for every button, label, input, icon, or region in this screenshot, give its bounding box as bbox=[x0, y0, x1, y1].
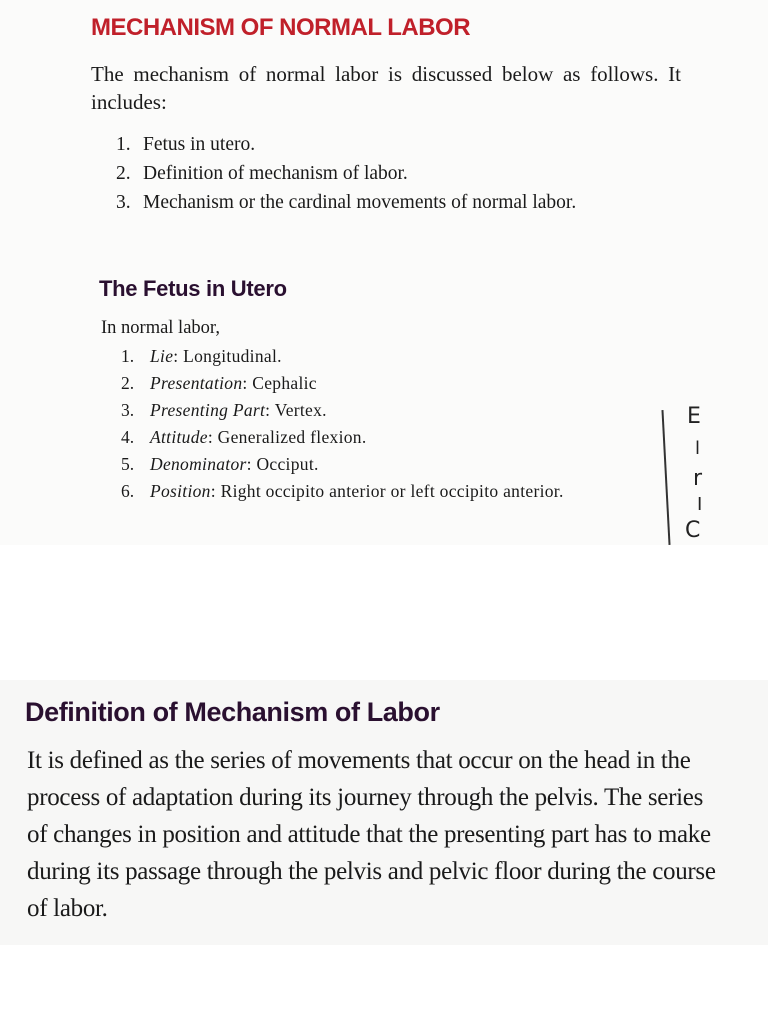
section-heading-mechanism: MECHANISM OF NORMAL LABOR bbox=[91, 14, 471, 41]
section-heading-fetus-in-utero: The Fetus in Utero bbox=[99, 276, 287, 301]
list-number: 3. bbox=[121, 400, 135, 420]
list-number: 2. bbox=[116, 163, 131, 184]
list-item bbox=[121, 397, 661, 424]
definition-paragraph: It is defined as the series of movements that occur on the head in the process of adaptation during its journey through the pelvis. The series of changes in position and attitude that the presenting part has to make during its passage through the pelvis and pelvic floor during the course of labor. bbox=[27, 747, 716, 922]
list-number: 2. bbox=[121, 373, 135, 393]
attribute-term: Lie bbox=[150, 346, 174, 366]
list-item bbox=[121, 478, 661, 505]
list-item bbox=[116, 188, 674, 217]
list-number: 6. bbox=[121, 481, 135, 501]
handwritten-margin-note bbox=[665, 400, 715, 545]
margin-bracket-line bbox=[661, 410, 670, 545]
margin-letter: C bbox=[685, 518, 701, 543]
includes-list bbox=[116, 130, 674, 217]
list-text: Presenting Part: Vertex. bbox=[150, 400, 327, 420]
margin-letter: l bbox=[695, 438, 701, 459]
section-heading-definition: Definition of Mechanism of Labor bbox=[25, 697, 440, 727]
list-text: Definition of mechanism of labor. bbox=[143, 163, 408, 184]
margin-letter: r bbox=[693, 466, 703, 491]
list-text: Lie: Longitudinal. bbox=[150, 346, 282, 366]
list-item bbox=[121, 343, 661, 370]
list-item bbox=[121, 370, 661, 397]
fetus-attributes-list bbox=[121, 343, 661, 505]
list-text: Denominator: Occiput. bbox=[150, 454, 319, 474]
attribute-value: Occiput. bbox=[251, 454, 319, 474]
list-item bbox=[121, 424, 661, 451]
list-number: 4. bbox=[121, 427, 135, 447]
list-number: 1. bbox=[121, 346, 135, 366]
list-text: Fetus in utero. bbox=[143, 134, 256, 155]
list-text: Position: Right occipito anterior or left occipito anterior. bbox=[150, 481, 564, 501]
margin-letter: E bbox=[687, 404, 701, 429]
list-item bbox=[116, 159, 674, 188]
fetus-lead-text: In normal labor, bbox=[101, 318, 220, 338]
margin-letter: I bbox=[697, 494, 703, 515]
attribute-value: Generalized flexion. bbox=[212, 427, 367, 447]
list-number: 1. bbox=[116, 134, 131, 155]
attribute-value: Vertex. bbox=[270, 400, 327, 420]
attribute-value: Longitudinal. bbox=[178, 346, 282, 366]
list-number: 5. bbox=[121, 454, 135, 474]
list-text: Presentation: Cephalic bbox=[150, 373, 317, 393]
list-number: 3. bbox=[116, 192, 131, 213]
attribute-term: Denominator bbox=[150, 454, 247, 474]
intro-paragraph: The mechanism of normal labor is discussed below as follows. It includes: bbox=[91, 62, 681, 114]
attribute-value: Cephalic bbox=[247, 373, 317, 393]
attribute-term: Presentation bbox=[150, 373, 243, 393]
attribute-term: Presenting Part bbox=[150, 400, 266, 420]
attribute-value: Right occipito anterior or left occipito anterior. bbox=[215, 481, 564, 501]
list-text: Mechanism or the cardinal movements of normal labor. bbox=[143, 192, 577, 213]
list-item bbox=[121, 451, 661, 478]
attribute-term: Attitude bbox=[150, 427, 208, 447]
list-item bbox=[116, 130, 674, 159]
attribute-term: Position bbox=[150, 481, 211, 501]
list-text: Attitude: Generalized flexion. bbox=[150, 427, 367, 447]
